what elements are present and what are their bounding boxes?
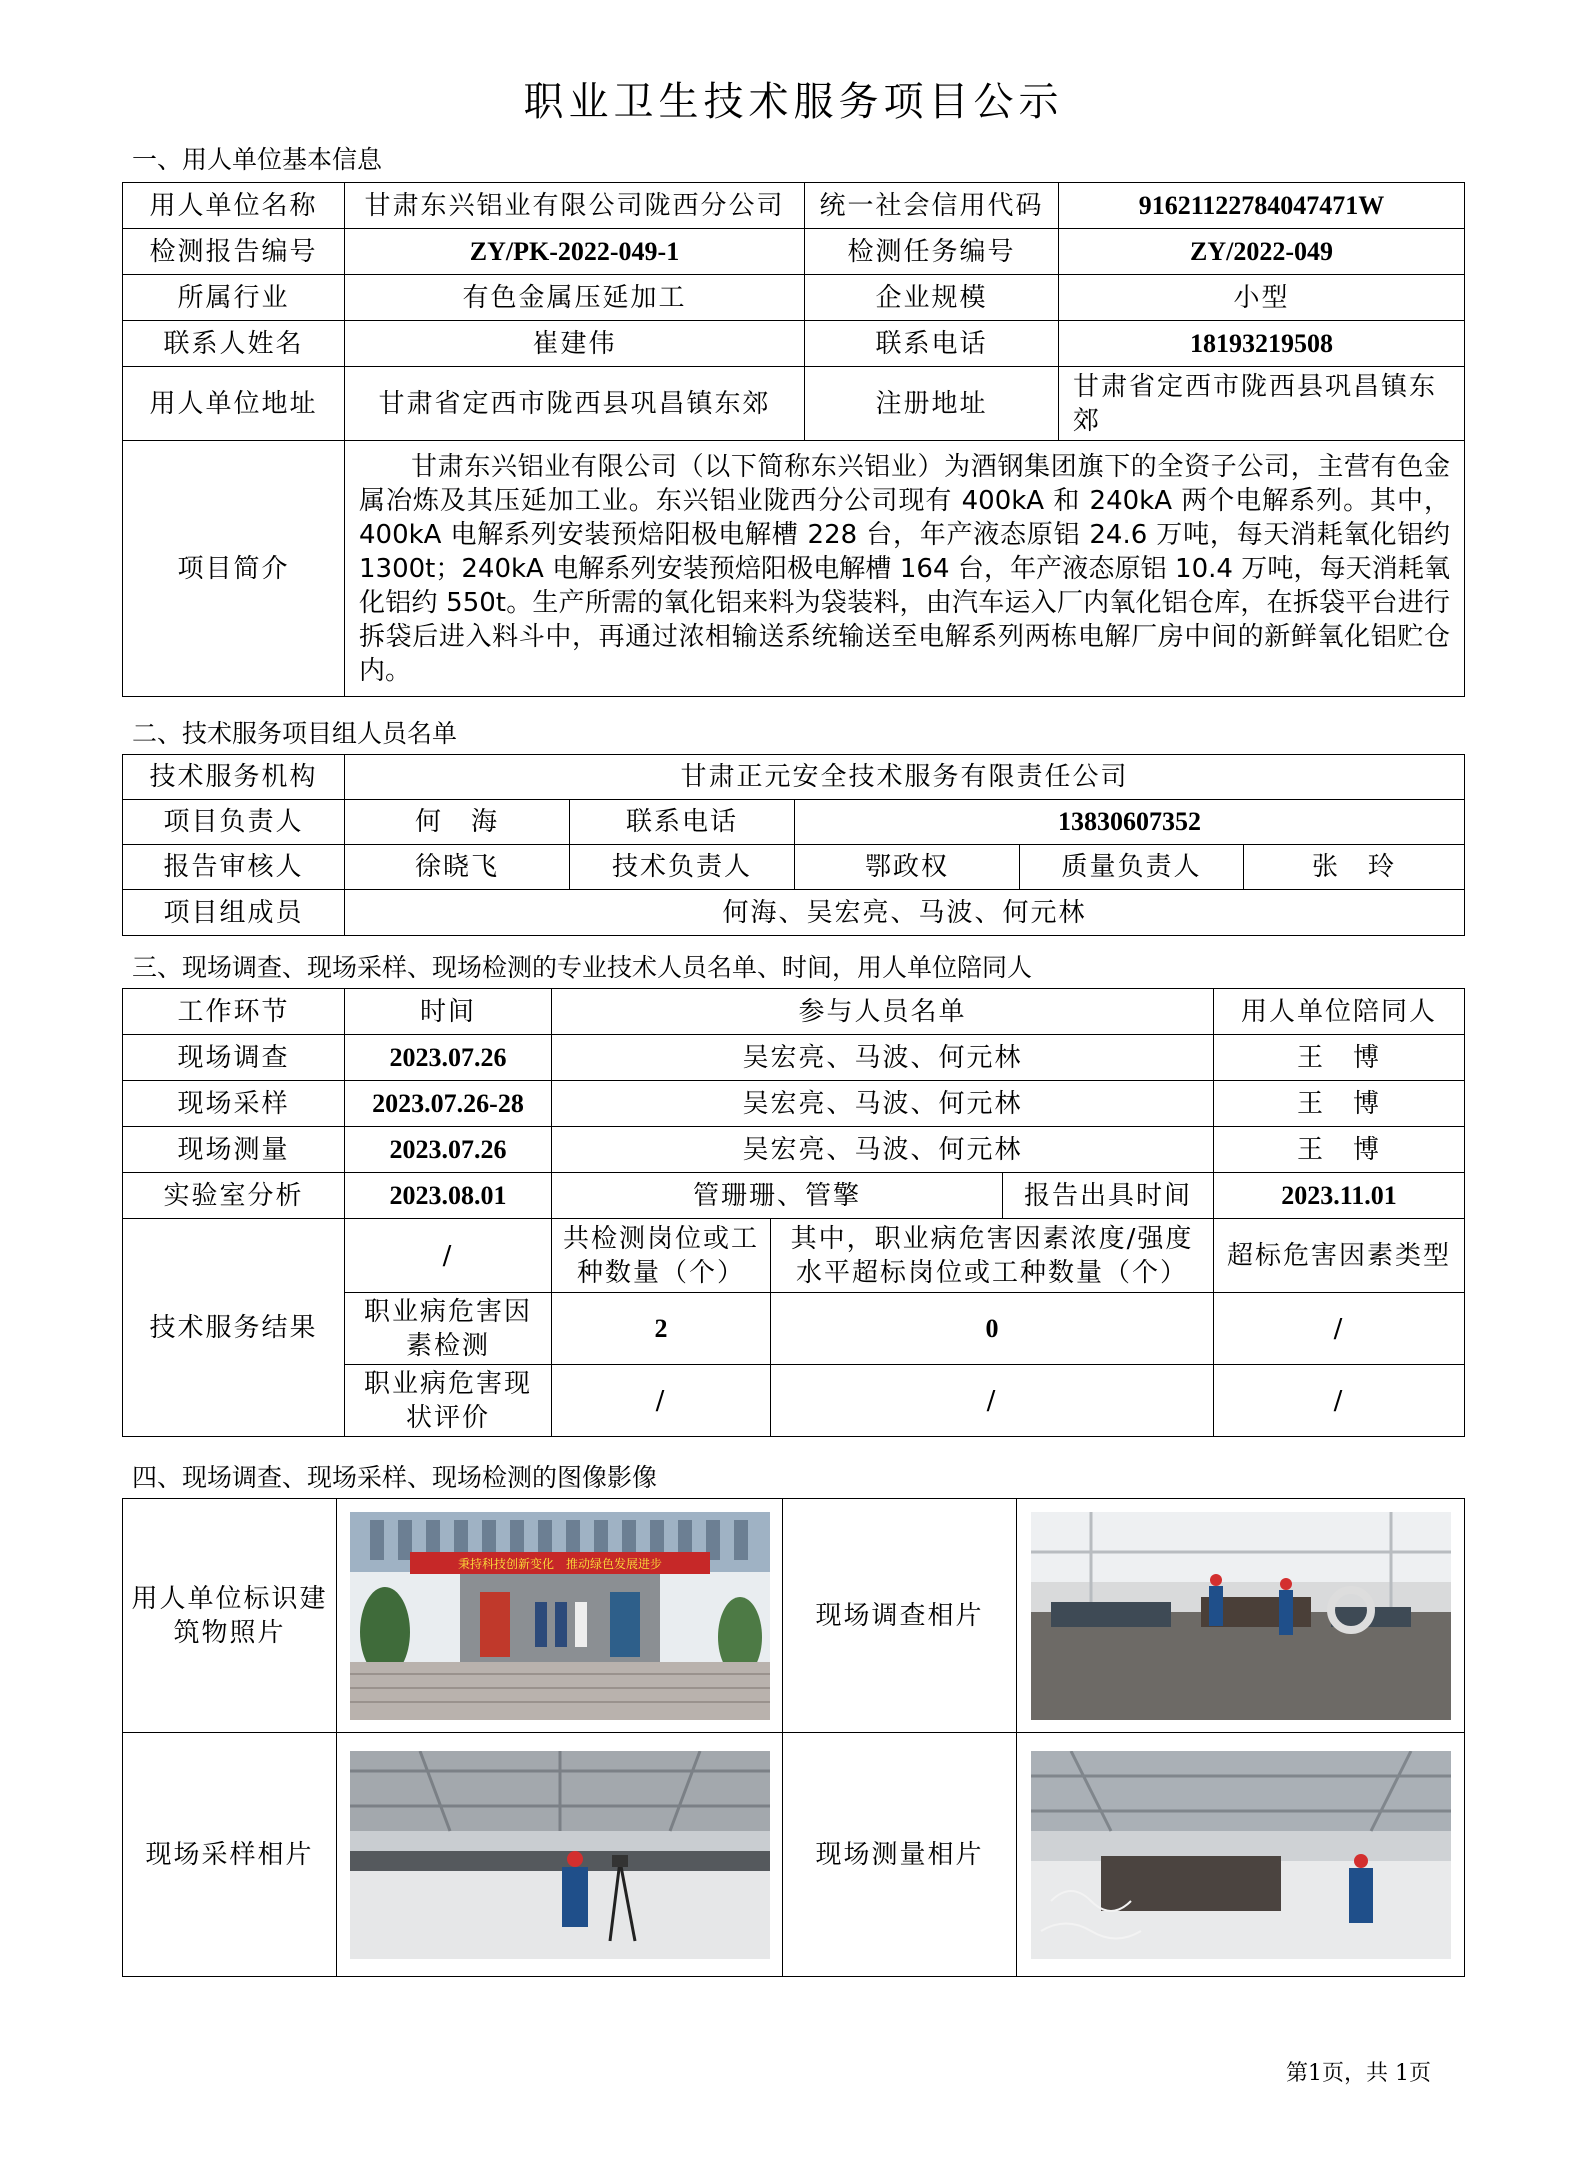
phone-label: 联系电话 xyxy=(570,800,795,845)
photos-table xyxy=(122,1498,1465,1977)
measure-photo-image xyxy=(1031,1751,1451,1959)
report-time-label: 报告出具时间 xyxy=(1003,1173,1214,1219)
reviewer-label: 报告审核人 xyxy=(123,845,345,890)
building-photo-image xyxy=(350,1512,770,1720)
contact-phone: 18193219508 xyxy=(1059,321,1465,367)
credit-code-label: 统一社会信用代码 xyxy=(805,183,1059,229)
scale: 小型 xyxy=(1059,275,1465,321)
quality-label: 质量负责人 xyxy=(1020,845,1244,890)
header-time: 时间 xyxy=(345,989,552,1035)
result-count: / xyxy=(552,1365,771,1437)
stage-cell: 现场测量 xyxy=(123,1127,345,1173)
photo-cell xyxy=(1017,1733,1465,1977)
report-no-label: 检测报告编号 xyxy=(123,229,345,275)
tech-label: 技术负责人 xyxy=(570,845,795,890)
leader-phone: 13830607352 xyxy=(795,800,1465,845)
fieldwork-table xyxy=(122,988,1465,1437)
result-item: 职业病危害现状评价 xyxy=(345,1365,552,1437)
result-head-type: 超标危害因素类型 xyxy=(1214,1219,1465,1293)
section3-heading: 三、现场调查、现场采样、现场检测的专业技术人员名单、时间，用人单位陪同人 xyxy=(132,953,1033,982)
photo-cell xyxy=(337,1499,783,1733)
org: 甘肃正元安全技术服务有限责任公司 xyxy=(345,755,1465,800)
people-cell: 吴宏亮、马波、何元林 xyxy=(552,1127,1214,1173)
leader: 何 海 xyxy=(345,800,570,845)
intro-text: 甘肃东兴铝业有限公司（以下简称东兴铝业）为酒钢集团旗下的全资子公司，主营有色金属冶炼及其压延加工业。东兴铝业陇西分公司现有 400kA 和 240kA 两个电解系列。其中，400kA 电解系列安装预焙阳极电解槽 228 台，年产液态原铝 24.6 万吨，每天消耗氧化铝约 1300t；240kA 电解系列安装预焙阳极电解槽 164 台，年产液态原铝 10.4 万吨，每天消耗氧化铝约 550t。生产所需的氧化铝来料为袋装料，由汽车运入厂内氧化铝仓库，在拆袋平台进行拆袋后进入料斗中，再通过浓相输送系统输送至电解系列两栋电解厂房中间的新鲜氧化铝贮仓内。 xyxy=(345,441,1465,697)
reg-address: 甘肃省定西市陇西县巩昌镇东郊 xyxy=(1059,367,1465,441)
lab-time: 2023.08.01 xyxy=(345,1173,552,1219)
time-cell: 2023.07.26 xyxy=(345,1035,552,1081)
photo-label-survey: 现场调查相片 xyxy=(783,1499,1017,1733)
section1-heading: 一、用人单位基本信息 xyxy=(132,145,383,174)
credit-code: 91621122784047471W xyxy=(1059,183,1465,229)
page-title: 职业卫生技术服务项目公示 xyxy=(523,79,1064,125)
task-no-label: 检测任务编号 xyxy=(805,229,1059,275)
scale-label: 企业规模 xyxy=(805,275,1059,321)
people-cell: 吴宏亮、马波、何元林 xyxy=(552,1035,1214,1081)
result-exceed: / xyxy=(771,1365,1214,1437)
quality: 张 玲 xyxy=(1244,845,1465,890)
page-footer: 第1页，共 1页 xyxy=(1286,2061,1431,2086)
reviewer: 徐晓飞 xyxy=(345,845,570,890)
address: 甘肃省定西市陇西县巩昌镇东郊 xyxy=(345,367,805,441)
table-row xyxy=(123,1127,1465,1173)
contact-name: 崔建伟 xyxy=(345,321,805,367)
sampling-photo xyxy=(350,1751,770,1959)
photo-cell xyxy=(1017,1499,1465,1733)
industry-label: 所属行业 xyxy=(123,275,345,321)
team-table xyxy=(122,754,1465,936)
result-type: / xyxy=(1214,1293,1465,1365)
sampling-photo-image xyxy=(350,1751,770,1959)
survey-photo-image xyxy=(1031,1512,1451,1720)
members: 何海、吴宏亮、马波、何元林 xyxy=(345,890,1465,936)
photo-label-measure: 现场测量相片 xyxy=(783,1733,1017,1977)
escort-cell: 王 博 xyxy=(1214,1127,1465,1173)
time-cell: 2023.07.26-28 xyxy=(345,1081,552,1127)
stage-cell: 现场调查 xyxy=(123,1035,345,1081)
result-item: 职业病危害因素检测 xyxy=(345,1293,552,1365)
escort-cell: 王 博 xyxy=(1214,1035,1465,1081)
result-head-count: 共检测岗位或工种数量（个） xyxy=(552,1219,771,1293)
org-label: 技术服务机构 xyxy=(123,755,345,800)
reg-address-label: 注册地址 xyxy=(805,367,1059,441)
report-no: ZY/PK-2022-049-1 xyxy=(345,229,805,275)
lab-people: 管珊珊、管擎 xyxy=(552,1173,1003,1219)
header-stage: 工作环节 xyxy=(123,989,345,1035)
company-name-label: 用人单位名称 xyxy=(123,183,345,229)
contact-phone-label: 联系电话 xyxy=(805,321,1059,367)
tech: 鄂政权 xyxy=(795,845,1020,890)
address-label: 用人单位地址 xyxy=(123,367,345,441)
result-head-exceed: 其中，职业病危害因素浓度/强度水平超标岗位或工种数量（个） xyxy=(771,1219,1214,1293)
measure-photo xyxy=(1031,1751,1451,1959)
result-exceed: 0 xyxy=(771,1293,1214,1365)
section4-heading: 四、现场调查、现场采样、现场检测的图像影像 xyxy=(132,1463,658,1492)
result-head-slash: / xyxy=(345,1219,552,1293)
contact-name-label: 联系人姓名 xyxy=(123,321,345,367)
result-type: / xyxy=(1214,1365,1465,1437)
company-name: 甘肃东兴铝业有限公司陇西分公司 xyxy=(345,183,805,229)
section2-heading: 二、技术服务项目组人员名单 xyxy=(132,719,458,748)
table-row xyxy=(123,1035,1465,1081)
photo-label-building: 用人单位标识建筑物照片 xyxy=(123,1499,337,1733)
report-time: 2023.11.01 xyxy=(1214,1173,1465,1219)
photo-cell xyxy=(337,1733,783,1977)
members-label: 项目组成员 xyxy=(123,890,345,936)
photo-label-sampling: 现场采样相片 xyxy=(123,1733,337,1977)
table-row xyxy=(123,1081,1465,1127)
result-count: 2 xyxy=(552,1293,771,1365)
time-cell: 2023.07.26 xyxy=(345,1127,552,1173)
leader-label: 项目负责人 xyxy=(123,800,345,845)
basic-info-table xyxy=(122,182,1465,697)
banner-text: 秉持科技创新变化 推动绿色发展进步 xyxy=(457,1556,662,1571)
lab-label: 实验室分析 xyxy=(123,1173,345,1219)
task-no: ZY/2022-049 xyxy=(1059,229,1465,275)
stage-cell: 现场采样 xyxy=(123,1081,345,1127)
building-photo xyxy=(350,1512,770,1720)
escort-cell: 王 博 xyxy=(1214,1081,1465,1127)
intro-label: 项目简介 xyxy=(123,441,345,697)
header-people: 参与人员名单 xyxy=(552,989,1214,1035)
header-escort: 用人单位陪同人 xyxy=(1214,989,1465,1035)
survey-photo xyxy=(1031,1512,1451,1720)
people-cell: 吴宏亮、马波、何元林 xyxy=(552,1081,1214,1127)
result-label: 技术服务结果 xyxy=(123,1219,345,1437)
industry: 有色金属压延加工 xyxy=(345,275,805,321)
